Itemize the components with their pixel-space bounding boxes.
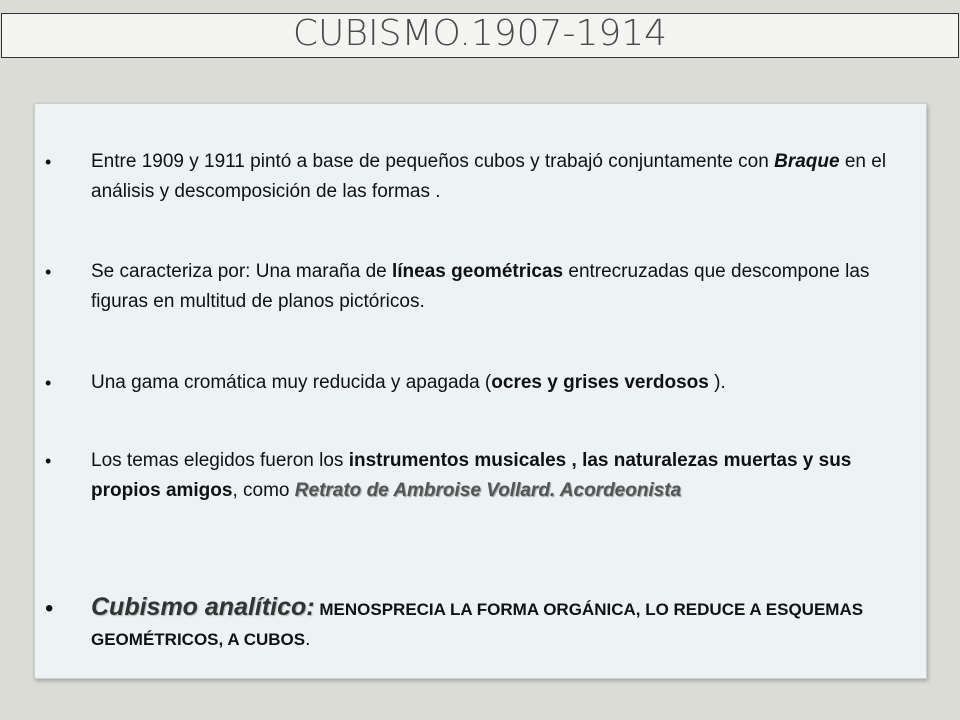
ocres-grises-emphasis: ocres y grises verdosos [491,372,709,393]
bullet-marker: • [45,373,52,393]
bullet-4-text-b: , como [232,480,295,501]
bullet-marker: • [45,451,52,471]
lineas-geometricas-emphasis: líneas geométricas [392,261,564,282]
bullet-text-1 [91,147,911,207]
bullet-3-text-b: ). [708,372,726,393]
bullet-5-period: . [305,629,311,650]
bullet-text-4 [91,446,911,506]
bullet-text-3 [91,368,911,398]
content-box [34,103,927,679]
bullet-marker: • [45,262,52,282]
temas-emphasis: instrumentos musicales , las naturalezas muertas y sus propios amigos [91,450,852,501]
bullet-2-text-a: Se caracteriza por: Una maraña de [91,261,392,282]
bullet-text-5 [91,592,911,655]
cubismo-analitico-heading: Cubismo analítico: [91,593,315,621]
bullet-marker: • [45,595,54,622]
bullet-1-text-a: Entre 1909 y 1911 pintó a base de pequeños cubos y trabajó conjuntamente con [91,151,775,172]
title-bar [1,13,959,58]
bullet-5-caps-text: MENOSPRECIA LA FORMA ORGÁNICA, LO REDUCE A ESQUEMAS GEOMÉTRICOS, A CUBOS [91,600,864,649]
bullet-marker: • [45,152,52,172]
bullet-4-text-a: Los temas elegidos fueron los [91,450,349,471]
bullet-1-text-b: en el análisis y descomposición de las formas . [91,151,887,202]
bullet-2-text-b: entrecruzadas que descompone las figuras en multitud de planos pictóricos. [91,261,870,312]
bullet-3-text-a: Una gama cromática muy reducida y apagada ( [91,372,492,393]
artwork-title-highlight: Retrato de Ambroise Vollard. Acordeonista [294,480,682,501]
bullet-text-2 [91,257,911,317]
slide-title: CUBISMO.1907-1914 [292,13,668,54]
braque-name: Braque [774,151,840,172]
